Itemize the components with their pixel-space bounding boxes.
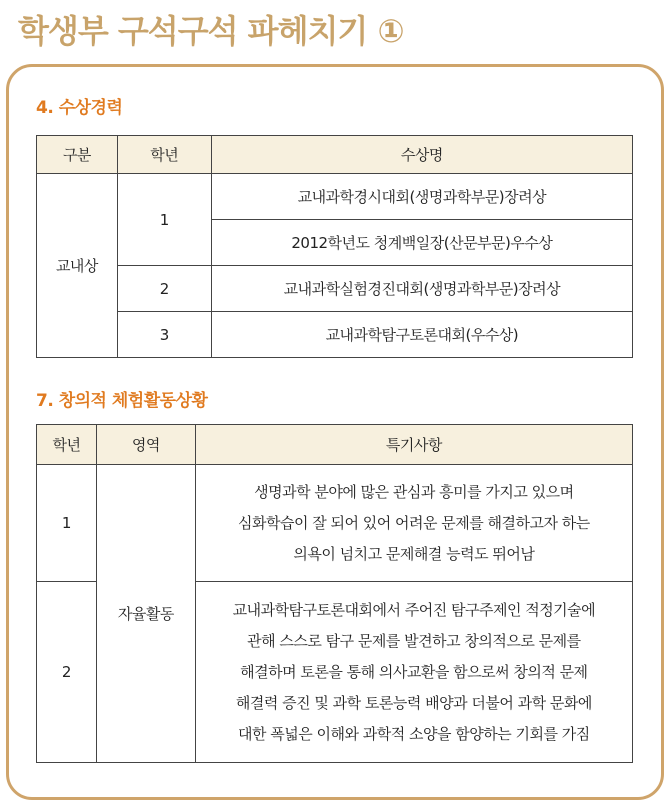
grade-cell: 1 — [37, 465, 97, 582]
remarks-line: 의욕이 넘치고 문제해결 능력도 뛰어남 — [293, 544, 535, 563]
activities-table — [36, 424, 633, 763]
table-header-row — [37, 425, 633, 465]
remarks-cell — [195, 582, 632, 763]
awards-table — [36, 135, 633, 358]
grade-cell: 2 — [37, 582, 97, 763]
table-header-row — [37, 136, 633, 174]
award-name-cell: 교내과학실험경진대회(생명과학부문)장려상 — [211, 266, 632, 312]
remarks-line: 교내과학탐구토론대회에서 주어진 탐구주제인 적정기술에 — [232, 600, 596, 619]
header-grade: 학년 — [37, 425, 97, 465]
grade-cell: 3 — [117, 312, 211, 358]
award-name-cell: 2012학년도 청계백일장(산문부문)우수상 — [211, 220, 632, 266]
grade-cell: 2 — [117, 266, 211, 312]
remarks-cell — [195, 465, 632, 582]
remarks-line: 해결하며 토론을 통해 의사교환을 함으로써 창의적 문제 — [240, 662, 588, 681]
remarks-line: 생명과학 분야에 많은 관심과 흥미를 가지고 있으며 — [254, 482, 574, 501]
header-award-name: 수상명 — [211, 136, 632, 174]
award-name-cell: 교내과학경시대회(생명과학부문)장려상 — [211, 174, 632, 220]
header-remarks: 특기사항 — [195, 425, 632, 465]
remarks-line: 관해 스스로 탐구 문제를 발견하고 창의적으로 문제를 — [247, 631, 581, 650]
remarks-line: 심화학습이 잘 되어 있어 어려운 문제를 해결하고자 하는 — [238, 513, 590, 532]
activities-section-title: 7. 창의적 체험활동상황 — [36, 391, 208, 411]
header-grade: 학년 — [117, 136, 211, 174]
category-cell: 교내상 — [37, 174, 118, 358]
awards-section-title: 4. 수상경력 — [36, 98, 123, 118]
header-category: 구분 — [37, 136, 118, 174]
award-name-cell: 교내과학탐구토론대회(우수상) — [211, 312, 632, 358]
header-area: 영역 — [96, 425, 195, 465]
table-row — [37, 266, 633, 312]
grade-cell: 1 — [117, 174, 211, 266]
table-row — [37, 312, 633, 358]
area-cell: 자율활동 — [96, 465, 195, 763]
remarks-line: 대한 폭넓은 이해와 과학적 소양을 함양하는 기회를 가짐 — [238, 724, 590, 743]
table-row — [37, 174, 633, 220]
page-title: 학생부 구석구석 파헤치기 ① — [18, 12, 404, 50]
remarks-line: 해결력 증진 및 과학 토론능력 배양과 더불어 과학 문화에 — [235, 693, 592, 712]
table-row — [37, 465, 633, 582]
